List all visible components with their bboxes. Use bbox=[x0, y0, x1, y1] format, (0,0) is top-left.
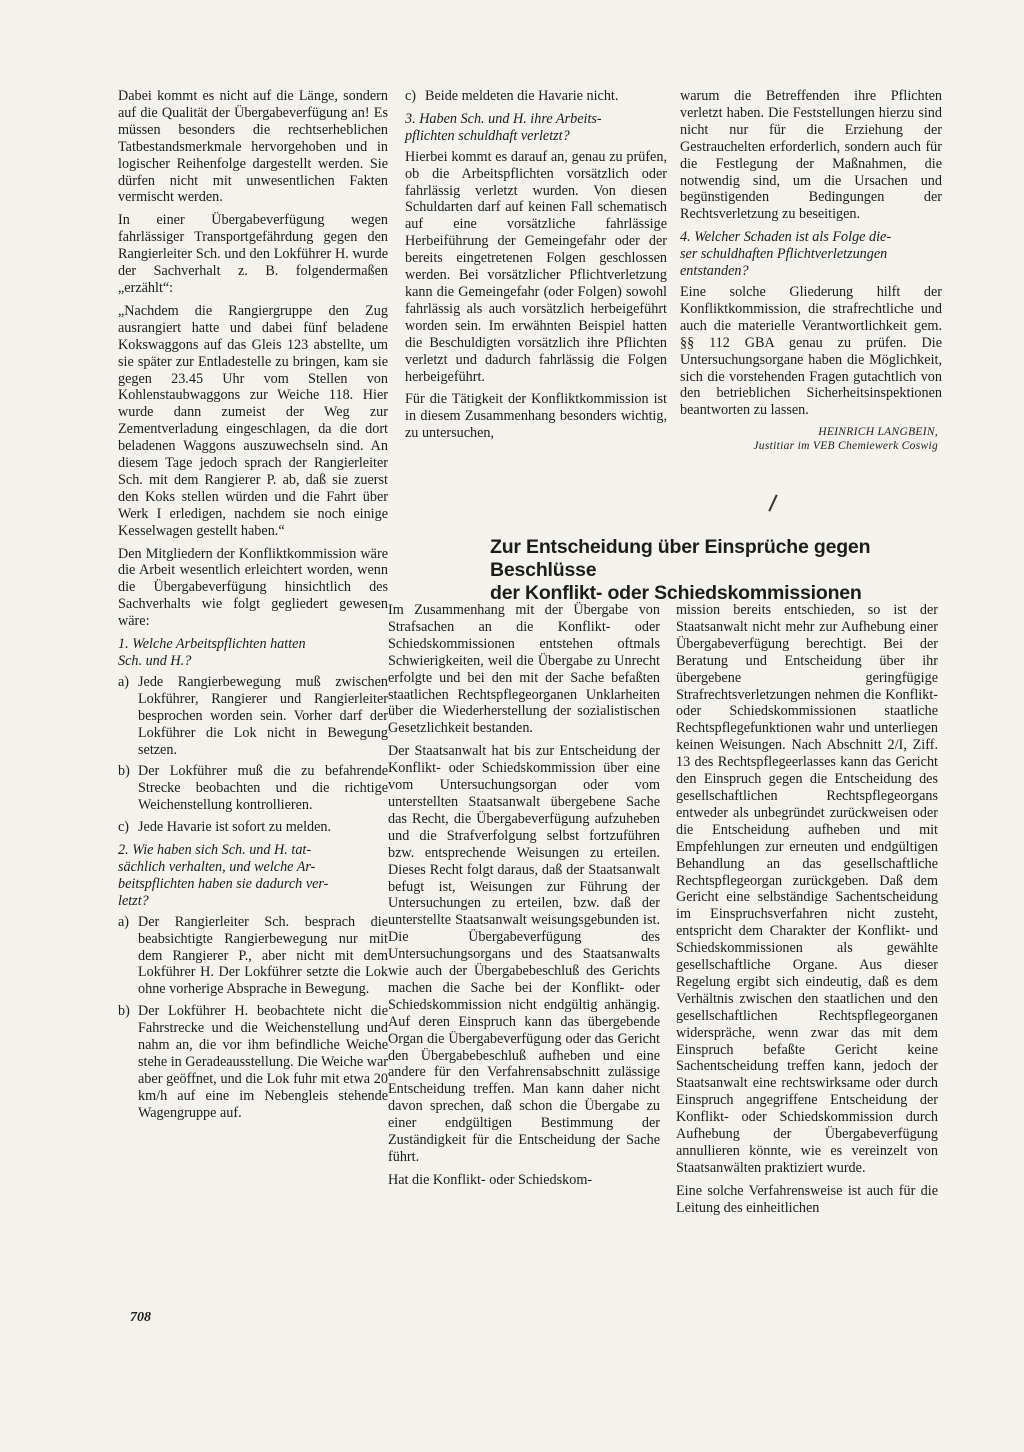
paragraph: Für die Tätigkeit der Konfliktkommission ist in diesem Zusammenhang besonders wichtig, zu untersuchen, bbox=[405, 391, 667, 442]
question-heading-1: 1. Welche Arbeitspflichten hatten Sch. und H.? bbox=[118, 636, 306, 669]
paragraph: Den Mitgliedern der Konfliktkommission wäre die Arbeit wesentlich erleichtert worden, wenn die Übergabeverfügung hinsichtlich des Sachverhalts wie folgt gegliedert gewesen wäre: bbox=[118, 545, 388, 630]
article-headline: Zur Entscheidung über Einsprüche gegen Beschlüsse der Konflikt- oder Schiedskommissionen bbox=[490, 536, 871, 604]
paragraph: Hat die Konflikt- oder Schiedskom- bbox=[388, 1171, 593, 1188]
question-heading-2: 2. Wie haben sich Sch. und H. tat- sächlich verhalten, und welche Ar- beitspflichten haben sie dadurch ver- letzt? bbox=[118, 842, 329, 909]
question-heading-4: 4. Welcher Schaden ist als Folge die- ser schuldhaften Pflichtverletzungen entstanden? bbox=[680, 229, 892, 280]
paragraph: Hierbei kommt es darauf an, genau zu prüfen, ob die Arbeitspflichten vorsätzlich oder fahrlässig verletzt wurden. Von diesen Schuldarten darf auf keinen Fall schematisch auf eine vorsätzliche fahrlässige Herbeiführung der Gemeingefahr oder der bereits eingetretenen Folgen geschlossen werden. Bei vorsätzlicher Pflichtverletzung kann die Gemeingefahr (oder Folgen) sowohl fahrlässig als auch vorsätzlich herbeigeführt worden sein. Im erwähnten Beispiel hatten die Beschuldigten vorsätzlich ihre Pflichten verletzt und dadurch fahrlässig die Folgen herbeigeführt. bbox=[405, 148, 667, 385]
paragraph: In einer Übergabeverfügung wegen fahrlässiger Transportgefährdung gegen den Rangierleiter Sch. und den Lokführer H. wurde der Sachverhalt z. B. folgendermaßen „erzählt“: bbox=[118, 212, 388, 296]
page-number: 708 bbox=[130, 1310, 151, 1325]
author-role: Justitiar im VEB Chemiewerk Coswig bbox=[753, 440, 938, 453]
paragraph: Im Zusammenhang mit der Übergabe von Strafsachen an die Konflikt- oder Schiedskommissionen entstehen oftmals Schwierigkeiten, weil die Übergabe zu Unrecht erfolgte und bei den mit der Sache befaßten staatlichen Rechtspflegeorganen Unklarheiten über die Wiederherstellung der sozialistischen Gesetzlichkeit bestanden. bbox=[388, 602, 660, 737]
paragraph: Dabei kommt es nicht auf die Länge, sondern auf die Qualität der Übergabeverfügung an! Es müssen besonders die rechtserheblichen Tatbestandsmerkmale hervorgehoben und in logischer Reihenfolge dargestellt werden. Sie dürfen nicht mit unwesentlichen Fakten vermischt werden. bbox=[118, 88, 388, 206]
article2-column-right bbox=[676, 602, 938, 1223]
column-2 bbox=[405, 88, 667, 448]
quoted-narrative: „Nachdem die Rangiergruppe den Zug ausrangiert hatte und dabei fünf beladene Kokswaggons auf das Gleis 123 abstellte, um sie später zur Entladestelle zu bringen, kam sie gegen 23.45 Uhr vom Stellen von Kohlenstaubwaggons zur Weiche 118. Hier wurde dann zumeist der Weg zur Zementverladung eingeschlagen, da die dort beladenen Waggons auszuwechseln sind. An diesem Tage jedoch sprach der Rangierleiter Sch. mit dem Rangierer P. ab, daß sie zuerst den Koks stellen würden und die Fahrt über Werk I erledigen, nachdem sie noch einige Kesselwagen gestellt haben.“ bbox=[118, 302, 388, 539]
paragraph: mission bereits entschieden, so ist der Staatsanwalt nicht mehr zur Aufhebung einer Übergabeverfügung berechtigt. Bei der Beratung und Entscheidung über ihr übergebene geringfügige Strafrechtsverletzungen nehmen die Konflikt- oder Schiedskommissionen staatliche Rechtspflegefunktionen wahr und unterliegen keinen Weisungen. Nach Abschnitt 2/I, Ziff. 13 des Rechtspflegeerlasses kann das Gericht den Einspruch gegen die Entscheidung des gesellschaftlichen Rechtspflegeorgans entweder als unbegründet zurückweisen oder die Entscheidung aufheben und mit Empfehlungen zur erneuten und endgültigen Behandlung an das gesellschaftliche Rechtspflegeorgan zurückgeben. Daß dem Gericht eine selbständige Sachentscheidung im Einspruchsverfahren nicht zusteht, entspricht dem Charakter der Konflikt- und Schiedskommissionen als gewählte gesellschaftliche Organe. Aus dieser Regelung ergibt sich eindeutig, daß es dem Verhältnis zwischen den staatlichen und den gesellschaftlichen Rechtspflegeorganen widerspräche, wenn zwar das mit dem Einspruch befaßte Gericht keine Sachentscheidung treffen kann, jedoch der Staatsanwalt eine rechtswirksame oder durch Einspruch angegriffene Entscheidung der Konflikt- oder Schiedskommission durch Aufhebung der Übergabeverfügung annullieren könnte, wie es vereinzelt von Staatsanwälten praktiziert wurde. bbox=[676, 602, 938, 1176]
article2-column-left bbox=[388, 602, 660, 1195]
list-item: b) Der Lokführer muß die zu befahrende Strecke beobachten und die richtige Weichenstellung kontrollieren. bbox=[118, 763, 388, 814]
list-item: b) Der Lokführer H. beobachtete nicht die Fahrstrecke und die Weichenstellung und nahm an, die vor ihm befindliche Weiche stehe in Geradeausstellung. Die Weiche war aber geöffnet, und die Lok fuhr mit etwa 20 km/h auf eine im Nebengleis stehende Wagengruppe auf. bbox=[118, 1003, 388, 1121]
end-mark bbox=[768, 494, 777, 511]
author-name: HEINRICH LANGBEIN, bbox=[818, 426, 938, 439]
author-signature bbox=[680, 425, 942, 453]
question-heading-3: 3. Haben Sch. und H. ihre Arbeits- pflichten schuldhaft verletzt? bbox=[405, 110, 602, 144]
list-item: a) Jede Rangierbewegung muß zwischen Lokführer, Rangierer und Rangierleiter besprochen worden sein. Vorher darf der Lokführer die Lok nicht in Bewegung setzen. bbox=[118, 673, 388, 758]
paragraph: Eine solche Verfahrensweise ist auch für die Leitung des einheitlichen bbox=[676, 1182, 938, 1216]
column-1 bbox=[118, 88, 388, 1127]
list-item: c) Beide meldeten die Havarie nicht. bbox=[405, 88, 619, 104]
paragraph: warum die Betreffenden ihre Pflichten verletzt haben. Die Feststellungen hierzu sind nicht nur für die Erziehung der Gestrauchelten erforderlich, sondern auch für die Festlegung der Maßnahmen, die notwendig sind, um die Ursachen und begünstigenden Bedingungen der Rechtsverletzung zu beseitigen. bbox=[680, 88, 942, 223]
list-item: c) Jede Havarie ist sofort zu melden. bbox=[118, 819, 332, 836]
list-item: a) Der Rangierleiter Sch. besprach die beabsichtigte Rangierbewegung nur mit dem Rangierer P., aber nicht mit dem Lokführer H. Der Lokführer setzte die Lok ohne vorherige Absprache in Bewegung. bbox=[118, 913, 388, 998]
column-3 bbox=[680, 88, 942, 453]
paragraph: Der Staatsanwalt hat bis zur Entscheidung der Konflikt- oder Schiedskommission über eine vom Untersuchungsorgan oder vom unterstellten Staatsanwalt übergebene Sache das Recht, die Übergabeverfügung aufzuheben und die Strafverfolgung selbst fortzuführen bzw. entsprechende Weisungen zu erteilen. Dieses Recht folgt daraus, daß der Staatsanwalt befugt ist, Weisungen zur Führung der Untersuchungen zu erteilen, bzw. daß der unterstellte Staatsanwalt weisungsgebunden ist. Die Übergabeverfügung des Untersuchungsorgans und des Staatsanwalts wie auch der Übergabebeschluß des Gerichts machen die Sache bei der Konflikt- oder Schiedskommission nicht endgültig anhängig. Auf deren Einspruch kann das übergebende Organ die Übergabeverfügung oder das Gericht den Übergabebeschluß aufheben und eine andere für den Verfahrensabschnitt zulässige Entscheidung treffen. Man kann daher nicht davon sprechen, daß schon die Übergabe zu einer endgültigen Bestimmung der Zuständigkeit für die Entscheidung der Sache führt. bbox=[388, 743, 660, 1165]
paragraph: Eine solche Gliederung hilft der Konfliktkommission, die strafrechtliche und auch die materielle Verantwortlichkeit gem. §§ 112 GBA genau zu prüfen. Die Untersuchungsorgane haben die Möglichkeit, sich die vorstehenden Fragen gutachtlich von den betrieblichen Sicherheitsinspektionen beantworten zu lassen. bbox=[680, 283, 942, 419]
